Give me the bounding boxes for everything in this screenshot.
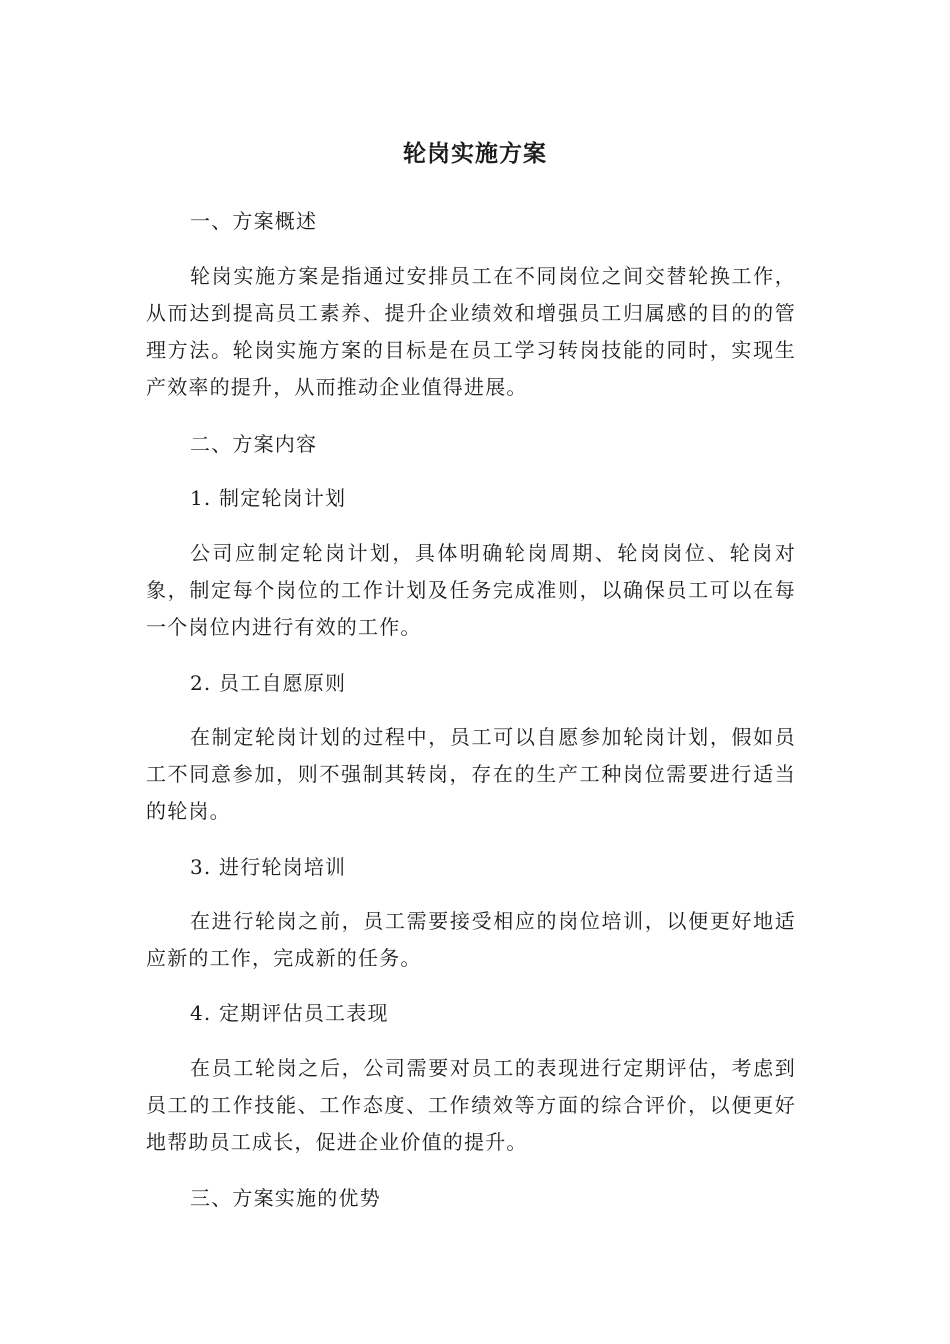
subheading-plan: 1. 制定轮岗计划 — [190, 486, 347, 510]
subheading-training: 3. 进行轮岗培训 — [190, 855, 347, 879]
paragraph-plan: 公司应制定轮岗计划，具体明确轮岗周期、轮岗岗位、轮岗对象，制定每个岗位的工作计划及任务完成准则，以确保员工可以在每一个岗位内进行有效的工作。 — [146, 541, 796, 639]
section-heading-content: 二、方案内容 — [190, 432, 318, 456]
subheading-voluntary: 2. 员工自愿原则 — [190, 671, 347, 695]
paragraph-overview: 轮岗实施方案是指通过安排员工在不同岗位之间交替轮换工作，从而达到提高员工素养、提升企业绩效和增强员工归属感的目的的管理方法。轮岗实施方案的目标是在员工学习转岗技能的同时，实现生产效率的提升，从而推动企业值得进展。 — [146, 264, 796, 399]
section-heading-advantages: 三、方案实施的优势 — [190, 1186, 381, 1210]
document-title: 轮岗实施方案 — [403, 141, 547, 167]
paragraph-training: 在进行轮岗之前，员工需要接受相应的岗位培训，以便更好地适应新的工作，完成新的任务。 — [146, 909, 796, 970]
section-heading-overview: 一、方案概述 — [190, 209, 318, 233]
paragraph-evaluation: 在员工轮岗之后，公司需要对员工的表现进行定期评估，考虑到员工的工作技能、工作态度、工作绩效等方面的综合评价，以便更好地帮助员工成长，促进企业价值的提升。 — [146, 1056, 796, 1154]
paragraph-voluntary: 在制定轮岗计划的过程中，员工可以自愿参加轮岗计划，假如员工不同意参加，则不强制其转岗，存在的生产工种岗位需要进行适当的轮岗。 — [146, 725, 796, 823]
subheading-evaluation: 4. 定期评估员工表现 — [190, 1001, 389, 1025]
